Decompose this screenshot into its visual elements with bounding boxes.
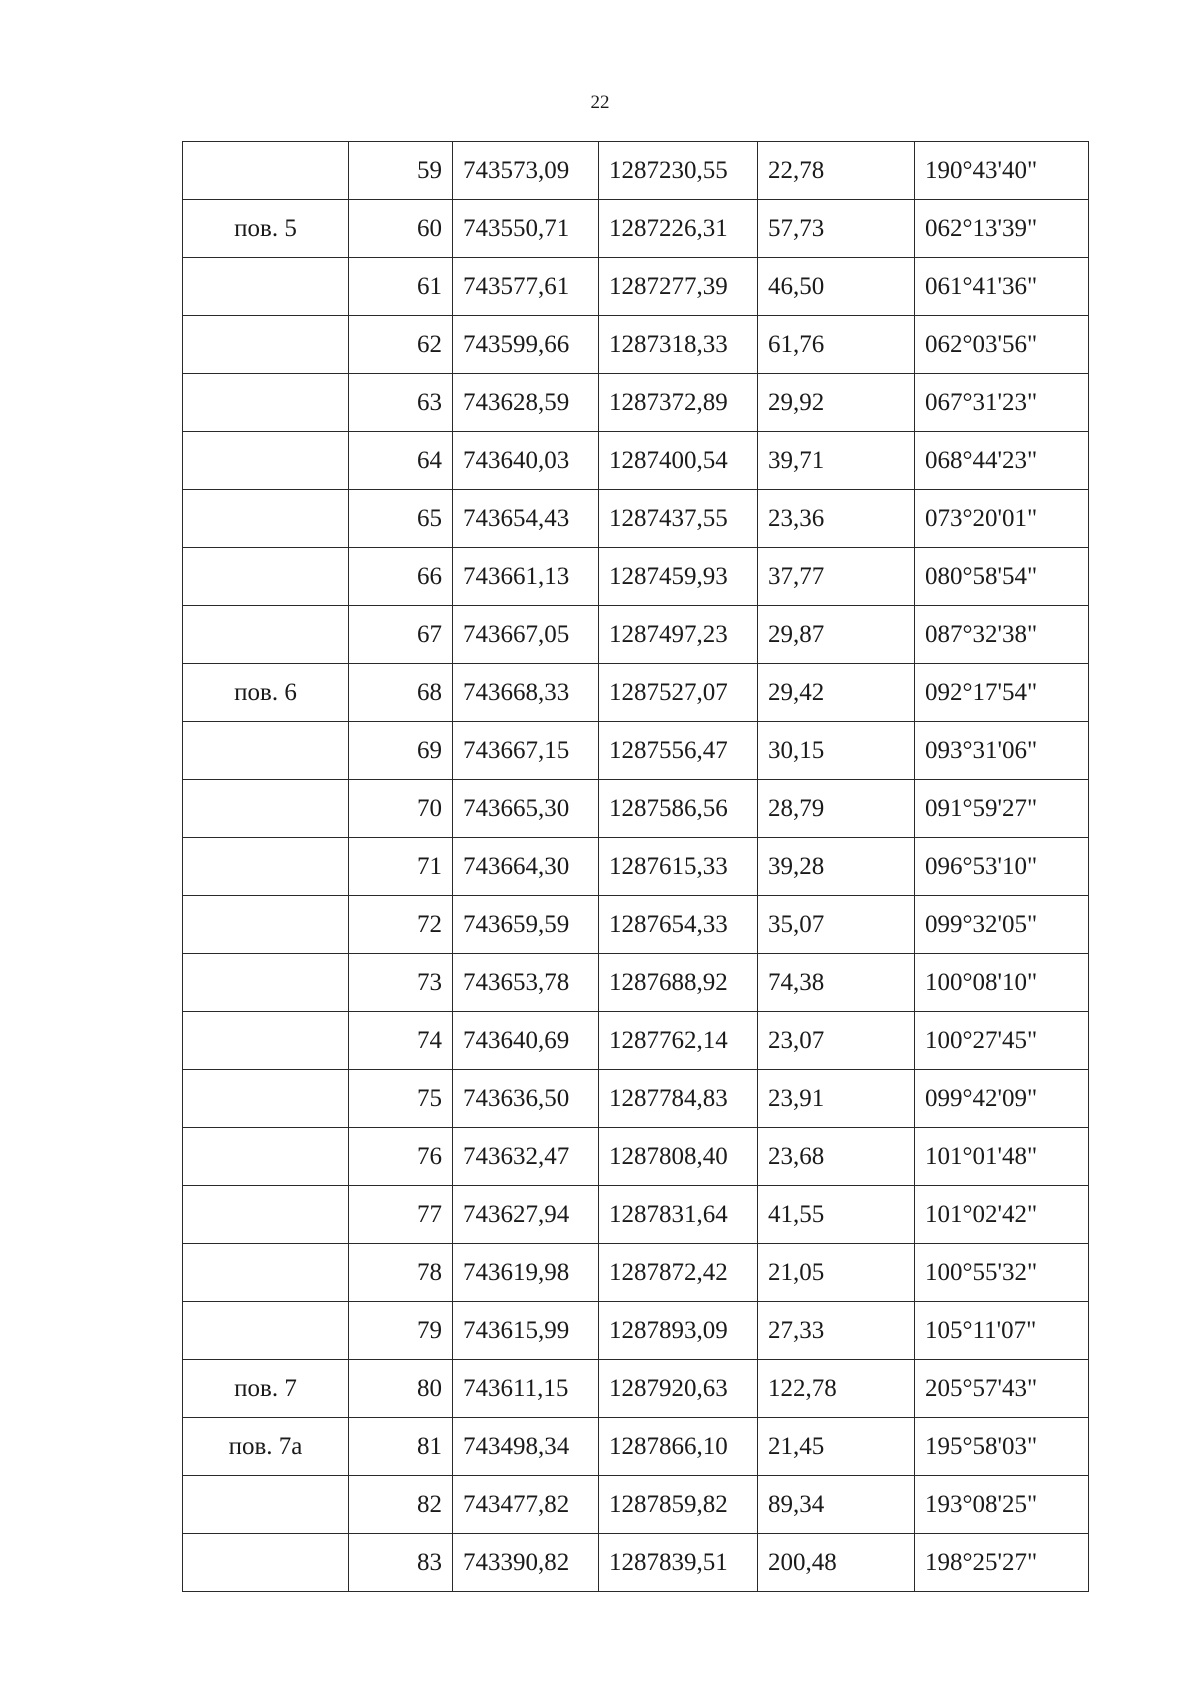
length-cell: 27,33 bbox=[758, 1302, 915, 1360]
turn-label-cell bbox=[183, 1012, 349, 1070]
turn-label-cell bbox=[183, 1070, 349, 1128]
x-coordinate-cell: 743611,15 bbox=[453, 1360, 599, 1418]
turn-label-cell bbox=[183, 1476, 349, 1534]
direction-angle-cell: 062°03'56" bbox=[915, 316, 1089, 374]
point-number-cell: 67 bbox=[349, 606, 453, 664]
direction-angle-cell: 099°32'05" bbox=[915, 896, 1089, 954]
x-coordinate-cell: 743667,05 bbox=[453, 606, 599, 664]
y-coordinate-cell: 1287459,93 bbox=[599, 548, 758, 606]
table-row bbox=[183, 1012, 1089, 1070]
direction-angle-cell: 092°17'54" bbox=[915, 664, 1089, 722]
length-cell: 21,45 bbox=[758, 1418, 915, 1476]
x-coordinate-cell: 743615,99 bbox=[453, 1302, 599, 1360]
table-row bbox=[183, 1302, 1089, 1360]
point-number-cell: 80 bbox=[349, 1360, 453, 1418]
table-row bbox=[183, 1418, 1089, 1476]
point-number-cell: 68 bbox=[349, 664, 453, 722]
table-row bbox=[183, 316, 1089, 374]
turn-label-cell bbox=[183, 316, 349, 374]
x-coordinate-cell: 743573,09 bbox=[453, 142, 599, 200]
y-coordinate-cell: 1287497,23 bbox=[599, 606, 758, 664]
point-number-cell: 73 bbox=[349, 954, 453, 1012]
turn-label-cell bbox=[183, 142, 349, 200]
direction-angle-cell: 067°31'23" bbox=[915, 374, 1089, 432]
x-coordinate-cell: 743667,15 bbox=[453, 722, 599, 780]
direction-angle-cell: 190°43'40" bbox=[915, 142, 1089, 200]
y-coordinate-cell: 1287839,51 bbox=[599, 1534, 758, 1592]
length-cell: 23,36 bbox=[758, 490, 915, 548]
turn-label-cell: пов. 6 bbox=[183, 664, 349, 722]
turn-label-cell bbox=[183, 896, 349, 954]
length-cell: 29,87 bbox=[758, 606, 915, 664]
length-cell: 37,77 bbox=[758, 548, 915, 606]
y-coordinate-cell: 1287762,14 bbox=[599, 1012, 758, 1070]
length-cell: 30,15 bbox=[758, 722, 915, 780]
y-coordinate-cell: 1287400,54 bbox=[599, 432, 758, 490]
y-coordinate-cell: 1287318,33 bbox=[599, 316, 758, 374]
table-row bbox=[183, 1534, 1089, 1592]
table-row bbox=[183, 606, 1089, 664]
table-row bbox=[183, 838, 1089, 896]
table-row bbox=[183, 1360, 1089, 1418]
y-coordinate-cell: 1287586,56 bbox=[599, 780, 758, 838]
length-cell: 74,38 bbox=[758, 954, 915, 1012]
y-coordinate-cell: 1287866,10 bbox=[599, 1418, 758, 1476]
length-cell: 41,55 bbox=[758, 1186, 915, 1244]
y-coordinate-cell: 1287688,92 bbox=[599, 954, 758, 1012]
length-cell: 22,78 bbox=[758, 142, 915, 200]
length-cell: 122,78 bbox=[758, 1360, 915, 1418]
point-number-cell: 83 bbox=[349, 1534, 453, 1592]
point-number-cell: 75 bbox=[349, 1070, 453, 1128]
y-coordinate-cell: 1287859,82 bbox=[599, 1476, 758, 1534]
table-row bbox=[183, 432, 1089, 490]
point-number-cell: 60 bbox=[349, 200, 453, 258]
point-number-cell: 82 bbox=[349, 1476, 453, 1534]
x-coordinate-cell: 743632,47 bbox=[453, 1128, 599, 1186]
turn-label-cell bbox=[183, 1128, 349, 1186]
x-coordinate-cell: 743498,34 bbox=[453, 1418, 599, 1476]
point-number-cell: 62 bbox=[349, 316, 453, 374]
direction-angle-cell: 198°25'27" bbox=[915, 1534, 1089, 1592]
length-cell: 200,48 bbox=[758, 1534, 915, 1592]
turn-label-cell bbox=[183, 606, 349, 664]
turn-label-cell bbox=[183, 548, 349, 606]
coordinates-table bbox=[182, 141, 1089, 1592]
turn-label-cell bbox=[183, 954, 349, 1012]
length-cell: 89,34 bbox=[758, 1476, 915, 1534]
y-coordinate-cell: 1287277,39 bbox=[599, 258, 758, 316]
table-row bbox=[183, 896, 1089, 954]
point-number-cell: 74 bbox=[349, 1012, 453, 1070]
length-cell: 29,42 bbox=[758, 664, 915, 722]
direction-angle-cell: 105°11'07" bbox=[915, 1302, 1089, 1360]
y-coordinate-cell: 1287230,55 bbox=[599, 142, 758, 200]
point-number-cell: 59 bbox=[349, 142, 453, 200]
direction-angle-cell: 101°02'42" bbox=[915, 1186, 1089, 1244]
table-row bbox=[183, 142, 1089, 200]
x-coordinate-cell: 743550,71 bbox=[453, 200, 599, 258]
length-cell: 23,68 bbox=[758, 1128, 915, 1186]
direction-angle-cell: 068°44'23" bbox=[915, 432, 1089, 490]
direction-angle-cell: 087°32'38" bbox=[915, 606, 1089, 664]
table-row bbox=[183, 1070, 1089, 1128]
x-coordinate-cell: 743653,78 bbox=[453, 954, 599, 1012]
turn-label-cell bbox=[183, 258, 349, 316]
table-row bbox=[183, 200, 1089, 258]
turn-label-cell bbox=[183, 780, 349, 838]
table-row bbox=[183, 780, 1089, 838]
length-cell: 29,92 bbox=[758, 374, 915, 432]
point-number-cell: 69 bbox=[349, 722, 453, 780]
turn-label-cell bbox=[183, 1534, 349, 1592]
y-coordinate-cell: 1287920,63 bbox=[599, 1360, 758, 1418]
direction-angle-cell: 091°59'27" bbox=[915, 780, 1089, 838]
coordinates-table-body bbox=[183, 142, 1089, 1592]
y-coordinate-cell: 1287808,40 bbox=[599, 1128, 758, 1186]
table-row bbox=[183, 664, 1089, 722]
table-row bbox=[183, 1128, 1089, 1186]
x-coordinate-cell: 743627,94 bbox=[453, 1186, 599, 1244]
direction-angle-cell: 061°41'36" bbox=[915, 258, 1089, 316]
y-coordinate-cell: 1287654,33 bbox=[599, 896, 758, 954]
x-coordinate-cell: 743599,66 bbox=[453, 316, 599, 374]
turn-label-cell bbox=[183, 1302, 349, 1360]
x-coordinate-cell: 743659,59 bbox=[453, 896, 599, 954]
length-cell: 35,07 bbox=[758, 896, 915, 954]
turn-label-cell bbox=[183, 432, 349, 490]
x-coordinate-cell: 743668,33 bbox=[453, 664, 599, 722]
direction-angle-cell: 100°55'32" bbox=[915, 1244, 1089, 1302]
direction-angle-cell: 100°27'45" bbox=[915, 1012, 1089, 1070]
x-coordinate-cell: 743628,59 bbox=[453, 374, 599, 432]
table-row bbox=[183, 1244, 1089, 1302]
table-row bbox=[183, 490, 1089, 548]
direction-angle-cell: 193°08'25" bbox=[915, 1476, 1089, 1534]
turn-label-cell bbox=[183, 1244, 349, 1302]
point-number-cell: 63 bbox=[349, 374, 453, 432]
length-cell: 39,28 bbox=[758, 838, 915, 896]
x-coordinate-cell: 743654,43 bbox=[453, 490, 599, 548]
direction-angle-cell: 093°31'06" bbox=[915, 722, 1089, 780]
length-cell: 46,50 bbox=[758, 258, 915, 316]
length-cell: 21,05 bbox=[758, 1244, 915, 1302]
x-coordinate-cell: 743390,82 bbox=[453, 1534, 599, 1592]
direction-angle-cell: 080°58'54" bbox=[915, 548, 1089, 606]
point-number-cell: 61 bbox=[349, 258, 453, 316]
turn-label-cell: пов. 7а bbox=[183, 1418, 349, 1476]
y-coordinate-cell: 1287831,64 bbox=[599, 1186, 758, 1244]
table-row bbox=[183, 722, 1089, 780]
length-cell: 39,71 bbox=[758, 432, 915, 490]
point-number-cell: 72 bbox=[349, 896, 453, 954]
table-row bbox=[183, 954, 1089, 1012]
direction-angle-cell: 096°53'10" bbox=[915, 838, 1089, 896]
table-row bbox=[183, 1476, 1089, 1534]
x-coordinate-cell: 743640,03 bbox=[453, 432, 599, 490]
length-cell: 57,73 bbox=[758, 200, 915, 258]
point-number-cell: 77 bbox=[349, 1186, 453, 1244]
x-coordinate-cell: 743619,98 bbox=[453, 1244, 599, 1302]
y-coordinate-cell: 1287615,33 bbox=[599, 838, 758, 896]
point-number-cell: 81 bbox=[349, 1418, 453, 1476]
length-cell: 61,76 bbox=[758, 316, 915, 374]
table-row bbox=[183, 258, 1089, 316]
direction-angle-cell: 205°57'43" bbox=[915, 1360, 1089, 1418]
y-coordinate-cell: 1287893,09 bbox=[599, 1302, 758, 1360]
point-number-cell: 78 bbox=[349, 1244, 453, 1302]
direction-angle-cell: 073°20'01" bbox=[915, 490, 1089, 548]
y-coordinate-cell: 1287872,42 bbox=[599, 1244, 758, 1302]
point-number-cell: 65 bbox=[349, 490, 453, 548]
y-coordinate-cell: 1287226,31 bbox=[599, 200, 758, 258]
turn-label-cell bbox=[183, 722, 349, 780]
x-coordinate-cell: 743664,30 bbox=[453, 838, 599, 896]
x-coordinate-cell: 743636,50 bbox=[453, 1070, 599, 1128]
turn-label-cell: пов. 7 bbox=[183, 1360, 349, 1418]
length-cell: 23,07 bbox=[758, 1012, 915, 1070]
direction-angle-cell: 101°01'48" bbox=[915, 1128, 1089, 1186]
point-number-cell: 70 bbox=[349, 780, 453, 838]
y-coordinate-cell: 1287784,83 bbox=[599, 1070, 758, 1128]
turn-label-cell: пов. 5 bbox=[183, 200, 349, 258]
point-number-cell: 79 bbox=[349, 1302, 453, 1360]
y-coordinate-cell: 1287556,47 bbox=[599, 722, 758, 780]
direction-angle-cell: 195°58'03" bbox=[915, 1418, 1089, 1476]
y-coordinate-cell: 1287437,55 bbox=[599, 490, 758, 548]
x-coordinate-cell: 743477,82 bbox=[453, 1476, 599, 1534]
turn-label-cell bbox=[183, 374, 349, 432]
length-cell: 23,91 bbox=[758, 1070, 915, 1128]
turn-label-cell bbox=[183, 838, 349, 896]
point-number-cell: 64 bbox=[349, 432, 453, 490]
point-number-cell: 71 bbox=[349, 838, 453, 896]
y-coordinate-cell: 1287527,07 bbox=[599, 664, 758, 722]
table-row bbox=[183, 374, 1089, 432]
point-number-cell: 66 bbox=[349, 548, 453, 606]
table-row bbox=[183, 1186, 1089, 1244]
x-coordinate-cell: 743640,69 bbox=[453, 1012, 599, 1070]
point-number-cell: 76 bbox=[349, 1128, 453, 1186]
direction-angle-cell: 062°13'39" bbox=[915, 200, 1089, 258]
direction-angle-cell: 099°42'09" bbox=[915, 1070, 1089, 1128]
x-coordinate-cell: 743577,61 bbox=[453, 258, 599, 316]
turn-label-cell bbox=[183, 490, 349, 548]
length-cell: 28,79 bbox=[758, 780, 915, 838]
direction-angle-cell: 100°08'10" bbox=[915, 954, 1089, 1012]
x-coordinate-cell: 743661,13 bbox=[453, 548, 599, 606]
turn-label-cell bbox=[183, 1186, 349, 1244]
x-coordinate-cell: 743665,30 bbox=[453, 780, 599, 838]
page-number: 22 bbox=[590, 92, 610, 113]
y-coordinate-cell: 1287372,89 bbox=[599, 374, 758, 432]
table-row bbox=[183, 548, 1089, 606]
